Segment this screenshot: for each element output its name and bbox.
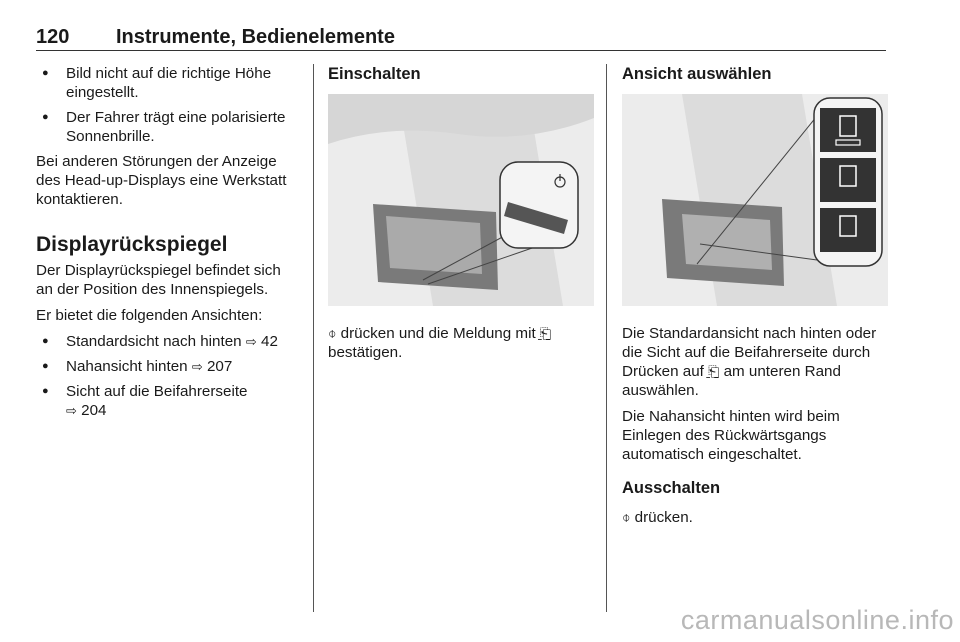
power-icon: ⌽: [622, 509, 631, 525]
list-item: ● Nahansicht hinten ⇨ 207: [36, 357, 301, 376]
paragraph: Der Displayrückspiegel befindet sich an der Position des Innenspiegels.: [36, 262, 281, 298]
section-heading: Ansicht auswählen: [622, 65, 772, 83]
column-divider: [313, 64, 314, 612]
paragraph: Er bietet die folgenden Ansichten:: [36, 307, 263, 324]
column-left: [36, 64, 301, 426]
list-item: ● Standardsicht nach hinten ⇨ 42: [36, 332, 301, 351]
list-item: ● Sicht auf die Beifahrerseite ⇨ 204: [36, 382, 301, 420]
paragraph: Die Standardansicht nach hinten oder die Sicht auf die Beifahrerseite durch Drücken auf ̱⎗̱ am unteren Rand auswählen.: [622, 325, 877, 399]
paragraph: ⌽ drücken und die Meldung mit ̱⎗̱ bestätigen.: [328, 325, 552, 361]
camera-view-icon: ̱⎗̱: [539, 325, 552, 341]
page-ref[interactable]: 207: [206, 358, 233, 375]
column-divider: [606, 64, 607, 612]
bullet-list: [36, 64, 301, 146]
section-heading: Einschalten: [328, 65, 421, 83]
column-middle: [328, 64, 593, 369]
paragraph: Bei anderen Störungen der Anzeige des Head-up-Displays eine Werkstatt kontaktieren.: [36, 153, 287, 208]
view-selection-illustration: [622, 94, 888, 306]
page-ref[interactable]: 204: [81, 402, 107, 419]
paragraph: Die Nahansicht hinten wird beim Einlegen des Rückwärtsgangs automatisch eingeschaltet.: [622, 408, 840, 463]
power-icon: ⌽: [328, 325, 337, 341]
section-heading: Ausschalten: [622, 479, 721, 497]
camera-view-icon: ̱⎗̱: [708, 363, 720, 379]
page-title: Instrumente, Bedienelemente: [116, 26, 395, 48]
page-header: [36, 26, 886, 52]
list-item: ● Der Fahrer trägt eine polarisierte Sonnenbrille.: [36, 108, 301, 146]
watermark: carmanualsonline.info: [680, 605, 954, 635]
page-ref-icon: ⇨: [66, 403, 77, 418]
page-ref-icon: ⇨: [245, 334, 257, 349]
list-item: ● Bild nicht auf die richtige Höhe eingestellt.: [36, 64, 301, 102]
paragraph: ⌽ drücken.: [622, 509, 693, 526]
page-ref-icon: ⇨: [191, 359, 203, 374]
header-divider: [36, 50, 886, 51]
section-heading: Displayrückspiegel: [36, 233, 228, 256]
page-number: 120: [36, 26, 70, 48]
column-right: [622, 64, 887, 534]
mirror-power-illustration: [328, 94, 594, 306]
view-list: [36, 332, 301, 420]
page-ref[interactable]: 42: [261, 333, 278, 350]
